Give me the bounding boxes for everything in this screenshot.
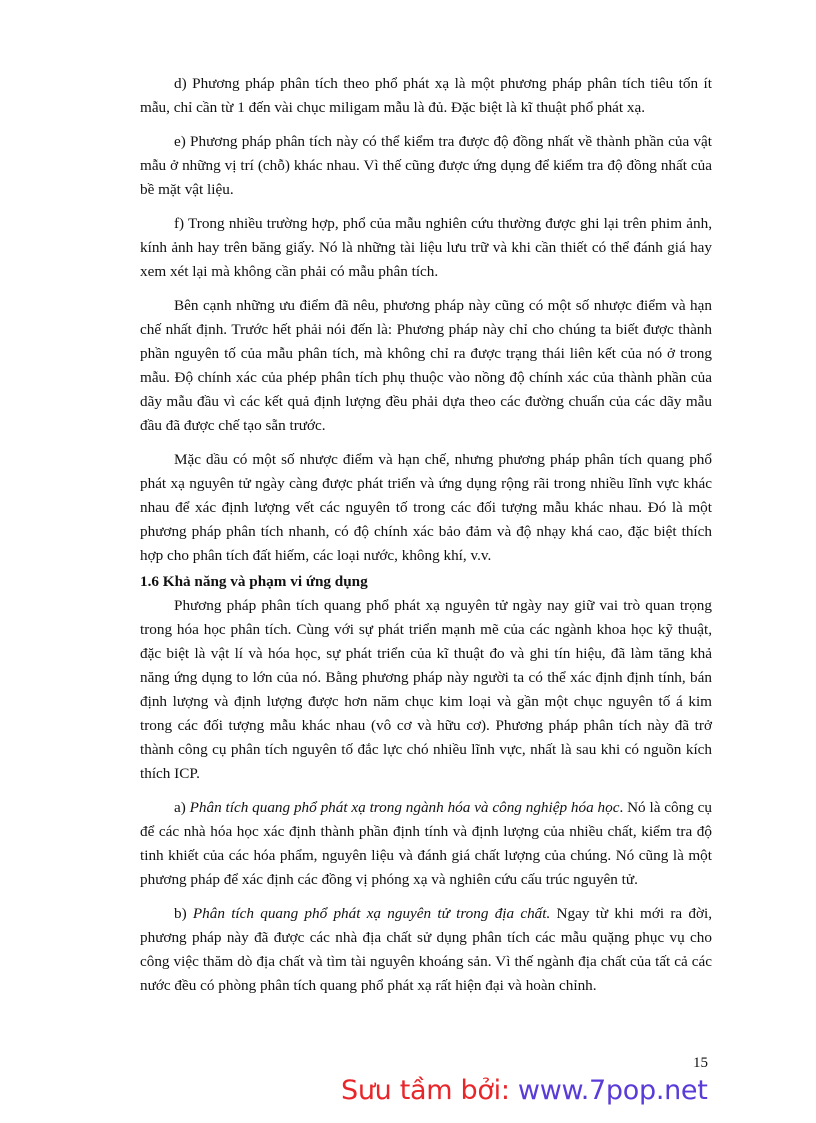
paragraph-limitations: Bên cạnh những ưu điểm đã nêu, phương pháp này cũng có một số nhược điểm và hạn chế nhất định. Trước hết phải nói đến là: Phương pháp này chỉ cho chúng ta biết được thành phần nguyên tố của mẫu phân tích, mà không chỉ ra được trạng thái liên kết của nó ở trong mẫu. Độ chính xác của phép phân tích phụ thuộc vào nồng độ chính xác của thành phần của dãy mẫu đầu vì các kết quả định lượng đều phải dựa theo các đường chuẩn của các dãy mẫu đầu đã được chế tạo sẵn trước. (140, 297, 712, 434)
paragraph-item-b (140, 902, 712, 998)
watermark-site: www.7pop.net (517, 1075, 708, 1106)
item-a-rest: . Nó là công cụ để các nhà hóa học xác định thành phần định tính và định lượng của nhiều chất, kiểm tra độ tinh khiết của các hóa phẩm, nguyên liệu và đánh giá chất lượng của chúng. Nó cũng là một phương pháp để xác định các đồng vị phóng xạ và nghiên cứu cấu trúc nguyên tử. (140, 799, 712, 888)
watermark (341, 1075, 708, 1106)
paragraph-item-a (140, 796, 712, 892)
item-a-prefix: a) (174, 799, 190, 816)
paragraph-d: d) Phương pháp phân tích theo phổ phát xạ là một phương pháp phân tích tiêu tốn ít mẫu, chỉ cần từ 1 đến vài chục miligam mẫu là đủ. Đặc biệt là kĩ thuật phổ phát xạ. (140, 75, 712, 116)
page-number: 15 (693, 1055, 708, 1071)
paragraph-e: e) Phương pháp phân tích này có thể kiểm tra được độ đồng nhất về thành phần của vật mẫu ở những vị trí (chỗ) khác nhau. Vì thế cũng được ứng dụng để kiểm tra độ đồng nhất của bề mặt vật liệu. (140, 133, 712, 198)
item-b-prefix: b) (174, 905, 193, 922)
section-paragraph: Phương pháp phân tích quang phổ phát xạ nguyên tử ngày nay giữ vai trò quan trọng trong hóa học phân tích. Cùng với sự phát triển mạnh mẽ của các ngành khoa học kỹ thuật, đặc biệt là vật lí và hóa học, sự phát triển của kĩ thuật đo và ghi tín hiệu, đã làm tăng khả năng ứng dụng to lớn của nó. Bằng phương pháp này người ta có thể xác định định tính, bán định lượng và định lượng được hơn năm chục kim loại và gần một chục nguyên tố á kim trong các đối tượng mẫu khác nhau (vô cơ và hữu cơ). Phương pháp phân tích này đã trở thành công cụ phân tích nguyên tố đắc lực chó nhiều lĩnh vực, nhất là sau khi có nguồn kích thích ICP. (140, 597, 712, 782)
paragraph-summary: Mặc dầu có một số nhược điểm và hạn chế, nhưng phương pháp phân tích quang phổ phát xạ nguyên tử ngày càng được phát triển và ứng dụng rộng rãi trong nhiều lĩnh vực khác nhau để xác định lượng vết các nguyên tố trong các đối tượng mẫu khác nhau. Đó là một phương pháp phân tích nhanh, có độ chính xác bảo đảm và độ nhạy khá cao, đặc biệt thích hợp cho phân tích đất hiếm, các loại nước, không khí, v.v. (140, 451, 712, 564)
paragraph-f: f) Trong nhiều trường hợp, phổ của mẫu nghiên cứu thường được ghi lại trên phim ảnh, kính ảnh hay trên băng giấy. Nó là những tài liệu lưu trữ và khi cần thiết có thể đánh giá hay xem xét lại mà không cần phải có mẫu phân tích. (140, 215, 712, 280)
item-b-rest: Ngay từ khi mới ra đời, phương pháp này đã được các nhà địa chất sử dụng phân tích các mẫu quặng phục vụ cho công việc thăm dò địa chất và tìm tài nguyên khoáng sản. Vì thế ngành địa chất của tất cả các nước đều có phòng phân tích quang phổ phát xạ rất hiện đại và hoàn chỉnh. (140, 905, 713, 994)
watermark-label: Sưu tầm bởi: (341, 1075, 518, 1106)
item-a-italic: Phân tích quang phổ phát xạ trong ngành hóa và công nghiệp hóa học (189, 799, 620, 816)
document-page (140, 72, 712, 1008)
item-b-italic: Phân tích quang phổ phát xạ nguyên tử trong địa chất. (192, 905, 551, 922)
section-heading: 1.6 Khả năng và phạm vi ứng dụng (140, 573, 368, 590)
